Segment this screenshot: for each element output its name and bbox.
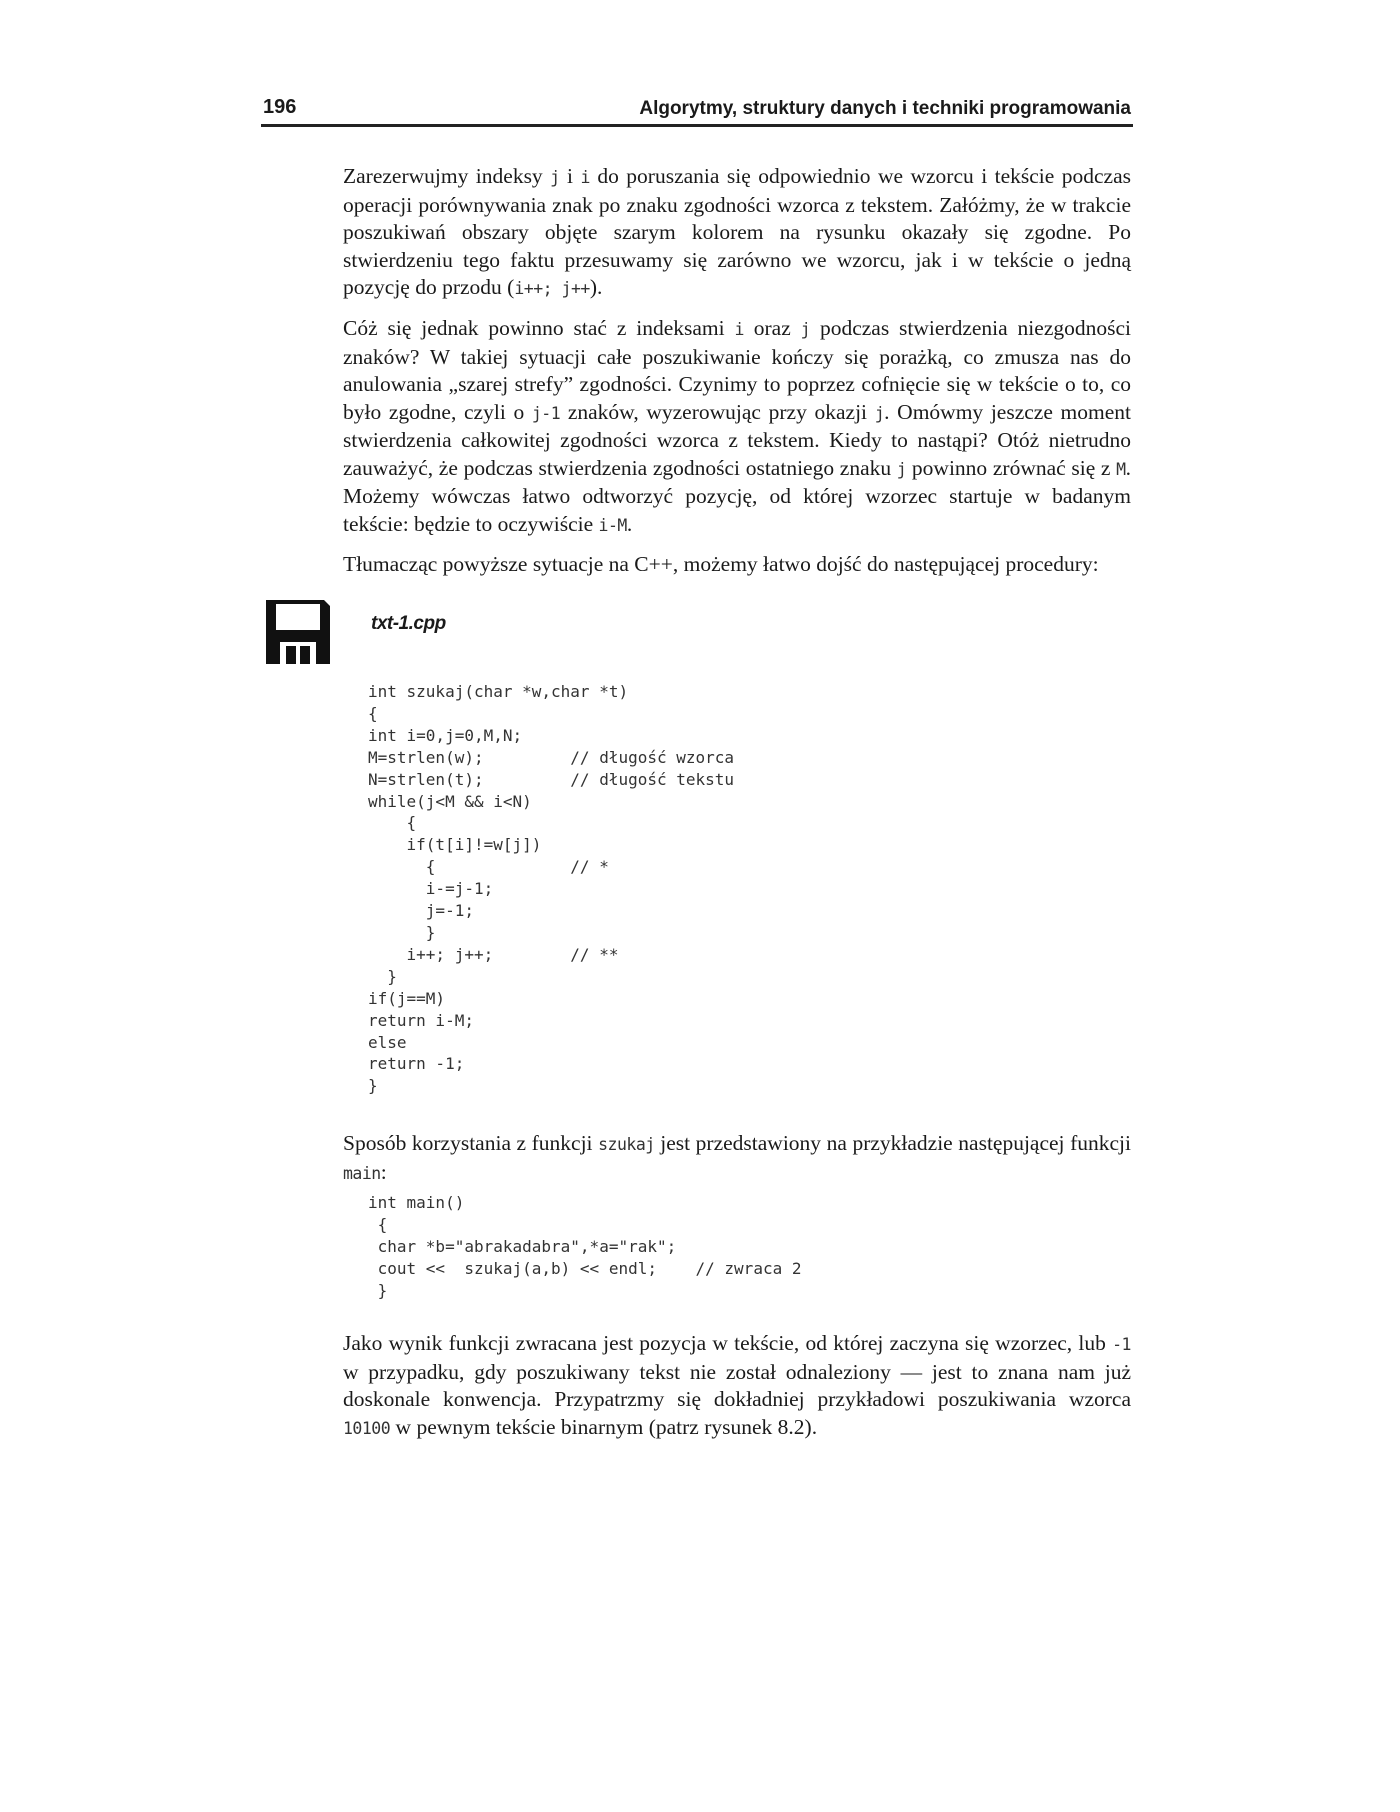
page-number: 196 [263, 96, 297, 118]
code-line: { // * [368, 857, 609, 877]
code-line: { [368, 703, 378, 723]
page-header [261, 96, 1133, 127]
code-line: } [368, 1076, 378, 1096]
code-line: return -1; [368, 1054, 465, 1074]
text-run: Sposób korzystania z funkcji [343, 1131, 599, 1155]
code-line: char *b="abrakadabra",*a="rak"; [368, 1236, 677, 1256]
listing-filename: txt-1.cpp [371, 613, 446, 634]
text-run: podczas stwierdzenia niezgodności znaków? W takiej sytuacji całe poszukiwanie kończy się porażką, co zmusza nas do anulowania „szarej strefy” zgodności. Czynimy to poprzez cofnięcie się w tekście o to, co było zgodne, czyli o [343, 316, 1131, 424]
code-line: } [368, 966, 397, 986]
text-run: : [380, 1159, 387, 1184]
code-listing-szukaj [368, 681, 734, 1097]
inline-code: i++; j++ [514, 279, 590, 298]
inline-code: j [800, 320, 811, 339]
code-line: if(j==M) [368, 988, 446, 1008]
code-line: else [368, 1032, 407, 1052]
text-run: oraz [743, 316, 801, 340]
text-run: . [626, 511, 633, 536]
text-run: w przypadku, gdy poszukiwany tekst nie został odnaleziony — jest to znana nam już doskonale konwencja. Przypatrzmy się dokładniej przykładowi poszukiwania wzorca [343, 1359, 1131, 1411]
code-line: } [368, 922, 436, 942]
inline-code: main [343, 1163, 381, 1183]
code-line: return i-M; [368, 1010, 474, 1030]
running-title: Algorytmy, struktury danych i techniki programowania [639, 98, 1131, 119]
code-listing-main [368, 1192, 801, 1302]
code-line: } [368, 1280, 388, 1300]
inline-code: i-M [598, 515, 627, 535]
code-line: M=strlen(w); // długość wzorca [368, 747, 735, 767]
paragraph-result [343, 1330, 1131, 1442]
text-run: Zarezerwujmy indeksy [343, 164, 551, 188]
text-run: ). [589, 275, 603, 299]
inline-code: -1 [1112, 1335, 1131, 1354]
code-line: { [368, 813, 417, 833]
text-run: Cóż się jednak powinno stać z indeksami [343, 316, 735, 340]
code-line: i++; j++; // ** [368, 944, 619, 964]
code-line: j=-1; [368, 901, 474, 921]
inline-code: j [896, 459, 907, 479]
code-line: int szukaj(char *w,char *t) [368, 682, 629, 701]
inline-code: 10100 [343, 1418, 391, 1438]
code-line: int main() [368, 1193, 465, 1212]
text-run: jest przedstawiony na przykładzie następującej funkcji [654, 1131, 1131, 1155]
text-run: . Omówmy jeszcze moment stwierdzenia całkowitej zgodności wzorca z tekstem. Kiedy to nastąpi? Otóż nietrudno zauważyć, że podczas stwierdzenia zgodności ostatniego znaku [343, 399, 1132, 480]
inline-code: i [734, 320, 744, 339]
inline-code: j [874, 403, 885, 423]
text-run: znaków, wyzerowując przy okazji [560, 399, 875, 424]
code-line: while(j<M && i<N) [368, 791, 532, 811]
inline-code: M [1116, 459, 1126, 479]
floppy-disk-icon [266, 600, 330, 664]
code-line: { [368, 1214, 388, 1234]
code-line: i-=j-1; [368, 879, 494, 899]
inline-code: szukaj [598, 1135, 655, 1154]
paragraph-intro-procedure [343, 551, 1131, 579]
inline-code: j [550, 168, 560, 187]
code-line: cout << szukaj(a,b) << endl; // zwraca 2 [368, 1258, 802, 1278]
text-run: Tłumacząc powyższe sytuacje na C++, możemy łatwo dojść do następującej procedury: [343, 552, 1099, 576]
code-line: N=strlen(t); // długość tekstu [368, 769, 735, 789]
code-line: int i=0,j=0,M,N; [368, 725, 523, 745]
text-run: i [559, 164, 581, 188]
paragraph-usage [343, 1130, 1131, 1187]
text-run: powinno zrównać się z [906, 455, 1117, 480]
text-run: Jako wynik funkcji zwracana jest pozycja w tekście, od której zaczyna się wzorzec, lub [343, 1331, 1113, 1355]
inline-code: i [580, 168, 590, 187]
inline-code: j-1 [531, 403, 561, 423]
text-run: . Możemy wówczas łatwo odtworzyć pozycję, od której wzorzec startuje w badanym tekście: będzie to oczywiście [343, 455, 1131, 536]
code-line: if(t[i]!=w[j]) [368, 835, 542, 855]
paragraph-mismatch [343, 315, 1131, 539]
paragraph-indices [343, 163, 1131, 303]
text-run: w pewnym tekście binarnym (patrz rysunek 8.2). [390, 1414, 818, 1439]
text-run: do poruszania się odpowiednio we wzorcu i tekście podczas operacji porównywania znak po znaku zgodności wzorca z tekstem. Załóżmy, że w trakcie poszukiwań obszary objęte szarym kolorem na rysunku okazały się zgodne. Po stwierdzeniu tego faktu przesuwamy się zarówno we wzorcu, jak i w tekście o jedną pozycję do przodu ( [343, 164, 1132, 299]
